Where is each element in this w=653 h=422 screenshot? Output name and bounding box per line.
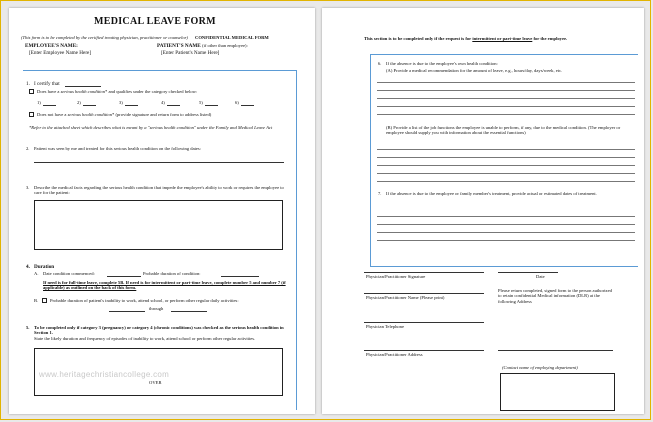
q7-number: 7. <box>378 191 382 196</box>
date-commenced-line[interactable] <box>107 276 141 277</box>
duration-b-checkbox[interactable] <box>42 298 47 303</box>
q5-instruction: To be completed only if category 3 (pregnancy) or category 4 (chronic conditions) was checked as the serious health condition in Section 1. <box>34 325 284 336</box>
signature-line[interactable] <box>364 272 484 273</box>
duration-b-from-line[interactable] <box>109 311 145 312</box>
section-bracket-right <box>296 70 297 410</box>
duration-b-through: through <box>149 306 164 311</box>
q3-number: 3. <box>26 185 30 190</box>
q1-number: 1. <box>26 81 30 87</box>
category-5: 5) <box>199 100 203 105</box>
q6b-line-2[interactable] <box>377 157 635 158</box>
duration-b-text: Probable duration of patient's inability to work, attend school, or perform other regular daily activities: <box>50 298 239 303</box>
category-6: 6) <box>235 100 239 105</box>
q7-line-4[interactable] <box>377 240 635 241</box>
q7-text: If the absence is due to the employee or family member's treatment, provide actual or estimated dates of treatment. <box>386 191 597 196</box>
opt2-checkbox[interactable] <box>29 112 34 117</box>
form-page-1 <box>9 8 315 414</box>
duration-heading: Duration <box>34 264 55 270</box>
q1-certify: I certify that <box>34 81 60 87</box>
employee-name-label: EMPLOYEE'S NAME: <box>25 43 78 49</box>
p2-bracket-bottom <box>370 266 638 267</box>
q1-certify-line[interactable] <box>65 86 101 87</box>
duration-a-label: A. <box>34 271 39 276</box>
refer-note: *Refer to the attached sheet which describes what is meant by a "serious health condition" under the Family and Medical Leave Act <box>29 125 273 130</box>
name-label: Physician/Practitioner Name (Please print) <box>366 295 445 300</box>
q6a-line-5[interactable] <box>377 114 635 115</box>
address-line[interactable] <box>364 350 484 351</box>
q3-answer-box[interactable] <box>34 200 283 250</box>
category-2-line[interactable] <box>83 105 96 106</box>
q6a-line-4[interactable] <box>377 106 635 107</box>
q5-text: State the likely duration and frequency of episodes of inability to work, attend school or perform other regular activities. <box>34 336 256 341</box>
category-2: 2) <box>77 100 81 105</box>
q6-text: If the absence is due to the employee's own health condition: <box>386 61 498 66</box>
contact-label: (Contact name of employing department) <box>502 365 578 370</box>
date-label: Date <box>536 274 545 279</box>
p2-bracket-top <box>370 54 638 55</box>
section-header: This section is to be completed only if the request is for intermittent or part-time leave for the employee. <box>364 36 568 41</box>
opt1-checkbox[interactable] <box>29 89 34 94</box>
q6a-line-1[interactable] <box>377 82 635 83</box>
q7-line-1[interactable] <box>377 216 635 217</box>
phone-label: Physician Telephone <box>366 324 404 329</box>
q6b-line-4[interactable] <box>377 173 635 174</box>
category-5-line[interactable] <box>205 105 218 106</box>
q2-text: Patient was seen by me and treated for this serious health condition on the following dates: <box>34 146 201 151</box>
opt1-text: Does have a serious health condition* and qualifies under the category checked below: <box>37 89 198 94</box>
date-line[interactable] <box>498 272 558 273</box>
department-address-box[interactable] <box>500 373 615 411</box>
q2-number: 2. <box>26 146 30 151</box>
category-1-line[interactable] <box>43 105 56 106</box>
q5-number: 5. <box>26 325 30 330</box>
q6-number: 6. <box>378 61 382 66</box>
patient-name-note: (if other than employee): <box>202 43 248 48</box>
address-label: Physician/Practitioner Address <box>366 352 423 357</box>
duration-note: If need is for full-time leave, complete 5B. If need is for intermittent or part-time leave, complete number 5 and number 7 (if applicable) as outlined on the back of this form. <box>43 280 286 291</box>
patient-name-field[interactable]: [Enter Patient's Name Here] <box>161 50 220 56</box>
form-page-2 <box>322 8 644 414</box>
employee-name-field[interactable]: [Enter Employee Name Here] <box>29 50 92 56</box>
name-line[interactable] <box>364 293 484 294</box>
over-label: OVER <box>149 380 162 385</box>
q7-line-3[interactable] <box>377 232 635 233</box>
q6b-line-1[interactable] <box>377 149 635 150</box>
confidential-label: CONFIDENTIAL MEDICAL FORM <box>195 35 269 40</box>
watermark: www.heritagechristiancollege.com <box>39 370 170 379</box>
form-intro: (This form is to be completed by the certified treating physician, practitioner or counselor) <box>21 35 188 40</box>
q3-text: Describe the medical facts regarding the serious health condition that impede the employee's ability to work or requires the employee to care for the patient: <box>34 185 284 196</box>
q4-number: 4. <box>26 264 30 270</box>
probable-duration-label: Probable duration of condition: <box>143 271 201 276</box>
category-1: 1) <box>37 100 41 105</box>
phone-line[interactable] <box>364 322 484 323</box>
opt2-text: Does not have a serious health condition* (provide signature and return form to address listed) <box>37 112 212 117</box>
patient-name-label: PATIENT'S NAME <box>157 43 201 49</box>
patient-name-label-wrap <box>157 43 248 49</box>
category-6-line[interactable] <box>241 105 254 106</box>
q7-line-2[interactable] <box>377 224 635 225</box>
q6b-line-5[interactable] <box>377 181 635 182</box>
return-note: Please return completed, signed form to the person authorized to retain confidential Medical information (DLR) at the following Address <box>498 288 612 304</box>
p2-bracket-left <box>370 54 371 266</box>
q6a-line-2[interactable] <box>377 90 635 91</box>
q6a-line-3[interactable] <box>377 98 635 99</box>
category-3: 3) <box>119 100 123 105</box>
date-commenced-label: Date condition commenced: <box>43 271 95 276</box>
category-3-line[interactable] <box>125 105 138 106</box>
duration-b-to-line[interactable] <box>171 311 207 312</box>
category-4: 4) <box>161 100 165 105</box>
q6b-text: (B) Provide a list of the job functions the employee is unable to perform, if any, due to the medical condition. (The employer or employee should supply you with information about the essential functions) <box>386 125 621 136</box>
q2-answer-line[interactable] <box>34 162 284 163</box>
form-title: MEDICAL LEAVE FORM <box>94 16 216 27</box>
probable-duration-line[interactable] <box>221 276 259 277</box>
category-row <box>37 100 267 108</box>
section-bracket-top <box>23 70 296 71</box>
q6b-line-3[interactable] <box>377 165 635 166</box>
department-line[interactable] <box>498 350 613 351</box>
duration-b-label: B. <box>34 298 39 303</box>
category-4-line[interactable] <box>167 105 180 106</box>
signature-label: Physician/Practitioner Signature <box>366 274 426 279</box>
q6a-text: (A) Provide a medical recommendation for the amount of leave, e.g., hours/day, days/week, etc. <box>386 68 563 73</box>
